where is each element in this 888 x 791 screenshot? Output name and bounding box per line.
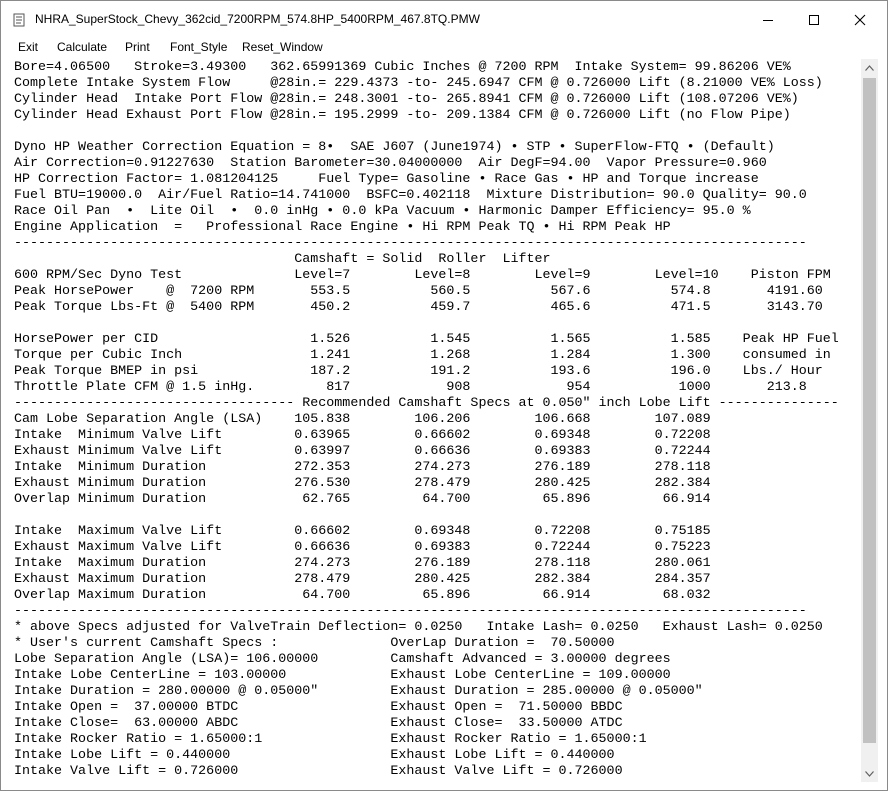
scroll-down-button[interactable] xyxy=(861,765,878,782)
report-line: Air Correction=0.91227630 Station Barometer=30.04000000 Air DegF=94.00 Vapor Pressure=0.960 xyxy=(14,156,767,171)
report-line: 600 RPM/Sec Dyno Test Level=7 Level=8 Level=9 Level=10 Piston FPM xyxy=(14,268,831,283)
menu-print[interactable]: Print xyxy=(125,40,150,54)
menu-exit[interactable]: Exit xyxy=(18,40,39,54)
menu-calculate[interactable]: Calculate xyxy=(57,40,108,54)
report-line: --------------------------------------------------------------------------------------------------- xyxy=(14,604,807,619)
scroll-up-arrow-icon xyxy=(865,65,874,71)
report-line: --------------------------------------------------------------------------------------------------- xyxy=(14,236,807,251)
report-line: Intake Rocker Ratio = 1.65000:1 Exhaust Rocker Ratio = 1.65000:1 xyxy=(14,732,647,747)
report-line: Cylinder Head Exhaust Port Flow @28in.= 195.2999 -to- 209.1384 CFM @ 0.726000 Lift (no Flow Pipe) xyxy=(14,108,791,123)
maximize-icon xyxy=(808,14,820,26)
report-line: Torque per Cubic Inch 1.241 1.268 1.284 1.300 consumed in xyxy=(14,348,831,363)
window-title: NHRA_SuperStock_Chevy_362cid_7200RPM_574.8HP_5400RPM_467.8TQ.PMW xyxy=(35,12,480,26)
report-line: Peak Torque BMEP in psi 187.2 191.2 193.6 196.0 Lbs./ Hour xyxy=(14,364,823,379)
report-line: Engine Application = Professional Race Engine • Hi RPM Peak TQ • Hi RPM Peak HP xyxy=(14,220,671,235)
report-line: Intake Maximum Valve Lift 0.66602 0.69348 0.72208 0.75185 xyxy=(14,524,711,539)
report-line: Exhaust Minimum Duration 276.530 278.479 280.425 282.384 xyxy=(14,476,711,491)
report-line: Lobe Separation Angle (LSA)= 106.00000 Camshaft Advanced = 3.00000 degrees xyxy=(14,652,671,667)
report-line: Bore=4.06500 Stroke=3.49300 362.65991369 Cubic Inches @ 7200 RPM Intake System= 99.86206 VE% xyxy=(14,60,791,75)
scrollbar-thumb[interactable] xyxy=(863,78,876,743)
report-line: Intake Minimum Valve Lift 0.63965 0.66602 0.69348 0.72208 xyxy=(14,428,711,443)
report-line: Exhaust Minimum Valve Lift 0.63997 0.66636 0.69383 0.72244 xyxy=(14,444,711,459)
report-line: Intake Lobe CenterLine = 103.00000 Exhaust Lobe CenterLine = 109.00000 xyxy=(14,668,671,683)
report-line: Intake Lobe Lift = 0.440000 Exhaust Lobe Lift = 0.440000 xyxy=(14,748,615,763)
report-line: Cylinder Head Intake Port Flow @28in.= 248.3001 -to- 265.8941 CFM @ 0.726000 Lift (108.07206 VE%) xyxy=(14,92,799,107)
menu-bar xyxy=(1,38,887,58)
report-line: Intake Close= 63.00000 ABDC Exhaust Close= 33.50000 ATDC xyxy=(14,716,623,731)
report-line: Exhaust Maximum Valve Lift 0.66636 0.69383 0.72244 0.75223 xyxy=(14,540,711,555)
report-line: Cam Lobe Separation Angle (LSA) 105.838 106.206 106.668 107.089 xyxy=(14,412,711,427)
close-button[interactable] xyxy=(837,1,883,38)
title-bar[interactable] xyxy=(1,1,887,38)
minimize-icon xyxy=(762,14,774,26)
maximize-button[interactable] xyxy=(791,1,837,38)
document-icon xyxy=(12,13,26,27)
scroll-up-button[interactable] xyxy=(861,59,878,76)
report-line: Complete Intake System Flow @28in.= 229.4373 -to- 245.6947 CFM @ 0.726000 Lift (8.21000 VE% Loss) xyxy=(14,76,823,91)
report-line: Peak HorsePower @ 7200 RPM 553.5 560.5 567.6 574.8 4191.60 xyxy=(14,284,823,299)
close-icon xyxy=(854,14,866,26)
report-line: ----------------------------------- Recommended Camshaft Specs at 0.050" inch Lobe Lift --------------- xyxy=(14,396,839,411)
report-text-area[interactable] xyxy=(8,59,861,782)
report-line: Intake Maximum Duration 274.273 276.189 278.118 280.061 xyxy=(14,556,711,571)
menu-font-style[interactable]: Font_Style xyxy=(170,40,228,54)
report-line: Race Oil Pan • Lite Oil • 0.0 inHg • 0.0 kPa Vacuum • Harmonic Damper Efficiency= 95.0 % xyxy=(14,204,751,219)
report-line: Fuel BTU=19000.0 Air/Fuel Ratio=14.741000 BSFC=0.402118 Mixture Distribution= 90.0 Quality= 90.0 xyxy=(14,188,807,203)
report-line: Overlap Maximum Duration 64.700 65.896 66.914 68.032 xyxy=(14,588,711,603)
report-line: * User's current Camshaft Specs : OverLap Duration = 70.50000 xyxy=(14,636,615,651)
scroll-down-arrow-icon xyxy=(865,771,874,777)
minimize-button[interactable] xyxy=(745,1,791,38)
report-line: Overlap Minimum Duration 62.765 64.700 65.896 66.914 xyxy=(14,492,711,507)
report-line: Dyno HP Weather Correction Equation = 8• SAE J607 (June1974) • STP • SuperFlow-FTQ • (Default) xyxy=(14,140,775,155)
report-line: Exhaust Maximum Duration 278.479 280.425 282.384 284.357 xyxy=(14,572,711,587)
vertical-scrollbar[interactable] xyxy=(861,59,878,782)
report-line: * above Specs adjusted for ValveTrain Deflection= 0.0250 Intake Lash= 0.0250 Exhaust Lash= 0.0250 xyxy=(14,620,823,635)
report-line: Intake Open = 37.00000 BTDC Exhaust Open = 71.50000 BBDC xyxy=(14,700,623,715)
report-line: Throttle Plate CFM @ 1.5 inHg. 817 908 954 1000 213.8 xyxy=(14,380,807,395)
report-line: Camshaft = Solid Roller Lifter xyxy=(14,252,551,267)
report-line: Peak Torque Lbs-Ft @ 5400 RPM 450.2 459.7 465.6 471.5 3143.70 xyxy=(14,300,823,315)
menu-reset-window[interactable]: Reset_Window xyxy=(242,40,323,54)
report-line: HP Correction Factor= 1.081204125 Fuel Type= Gasoline • Race Gas • HP and Torque increase xyxy=(14,172,759,187)
report-line: HorsePower per CID 1.526 1.545 1.565 1.585 Peak HP Fuel xyxy=(14,332,839,347)
report-line: Intake Minimum Duration 272.353 274.273 276.189 278.118 xyxy=(14,460,711,475)
report-line: Intake Duration = 280.00000 @ 0.05000" Exhaust Duration = 285.00000 @ 0.05000" xyxy=(14,684,703,699)
report-line: Intake Valve Lift = 0.726000 Exhaust Valve Lift = 0.726000 xyxy=(14,764,623,779)
